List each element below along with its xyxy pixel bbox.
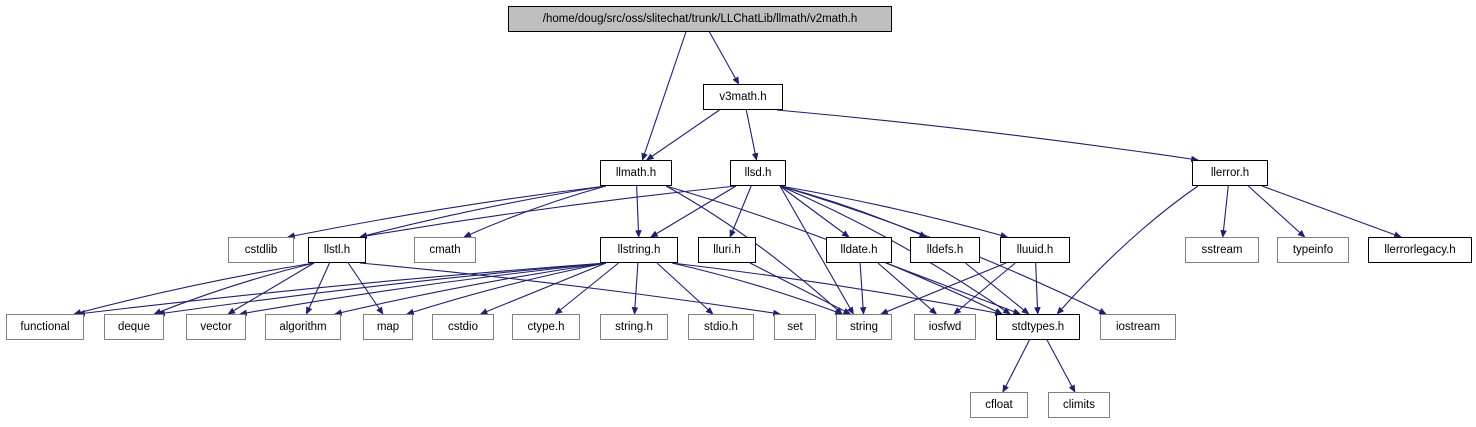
edge-lldefs-to-stdtypes: [965, 263, 1028, 314]
edge-lluuid-to-stdtypes: [1036, 263, 1038, 314]
graph-node-stdioh[interactable]: stdio.h: [688, 314, 754, 340]
edge-llstl-to-functional: [74, 263, 314, 314]
edge-stdtypes-to-climits: [1047, 340, 1075, 392]
edge-llstring-to-stdioh: [657, 263, 713, 314]
graph-node-map[interactable]: map: [363, 314, 413, 340]
graph-node-lldate[interactable]: lldate.h: [826, 237, 892, 263]
graph-node-string[interactable]: string: [836, 314, 892, 340]
edge-llstl-to-map: [348, 263, 383, 314]
edge-lldate-to-iosfwd: [878, 263, 936, 314]
edge-llsd-to-llstring: [651, 186, 736, 237]
graph-node-llmath[interactable]: llmath.h: [600, 160, 672, 186]
graph-node-typeinfo[interactable]: typeinfo: [1277, 237, 1349, 263]
edge-llmath-to-cstdlib: [288, 186, 606, 237]
graph-node-cstdio[interactable]: cstdio: [432, 314, 494, 340]
edge-llsd-to-lldate: [780, 186, 849, 237]
edge-lluuid-to-iosfwd: [954, 263, 1015, 314]
edge-llstring-to-vector: [240, 263, 606, 314]
graph-node-llerror[interactable]: llerror.h: [1192, 160, 1268, 186]
graph-node-root[interactable]: /home/doug/src/oss/slitechat/trunk/LLChatLib/llmath/v2math.h: [508, 6, 892, 32]
graph-node-stdtypes[interactable]: stdtypes.h: [996, 314, 1080, 340]
edge-llmath-to-llstl: [360, 186, 606, 237]
edge-llstl-to-deque: [154, 263, 314, 314]
graph-node-vector[interactable]: vector: [186, 314, 246, 340]
edge-llstring-to-functional: [78, 263, 606, 314]
edge-llstl-to-algorithm: [306, 263, 329, 314]
graph-node-llstl[interactable]: llstl.h: [308, 237, 366, 263]
edge-llstring-to-cstdio: [481, 263, 606, 314]
graph-node-llsd[interactable]: llsd.h: [730, 160, 786, 186]
graph-node-iostream[interactable]: iostream: [1100, 314, 1176, 340]
edge-llstring-to-ctype: [555, 263, 618, 314]
edge-llstring-to-stdtypes: [672, 263, 1002, 314]
edge-llstring-to-map: [407, 263, 606, 314]
edge-lldate-to-string: [860, 263, 863, 314]
edge-llsd-to-llstl: [360, 186, 736, 237]
edge-llerror-to-llerrorlegacy: [1262, 186, 1401, 237]
edge-llmath-to-cmath: [464, 186, 606, 237]
graph-node-lluuid[interactable]: lluuid.h: [1000, 237, 1070, 263]
edge-llstring-to-string: [672, 263, 842, 314]
graph-node-iosfwd[interactable]: iosfwd: [914, 314, 976, 340]
graph-node-stringh[interactable]: string.h: [600, 314, 668, 340]
graph-node-climits[interactable]: climits: [1048, 392, 1110, 418]
graph-node-cmath[interactable]: cmath: [414, 237, 476, 263]
edge-llstring-to-algorithm: [335, 263, 606, 314]
graph-node-algorithm[interactable]: algorithm: [265, 314, 341, 340]
edge-llstl-to-set: [360, 263, 780, 314]
edge-llstl-to-vector: [228, 263, 314, 314]
graph-node-ctype[interactable]: ctype.h: [512, 314, 580, 340]
graph-node-cstdlib[interactable]: cstdlib: [228, 237, 294, 263]
edge-llstring-to-deque: [158, 263, 606, 314]
graph-node-sstream[interactable]: sstream: [1185, 237, 1259, 263]
edge-v3math-to-llsd: [746, 110, 756, 160]
graph-node-llstring[interactable]: llstring.h: [600, 237, 678, 263]
edge-stdtypes-to-cfloat: [1003, 340, 1030, 392]
graph-node-functional[interactable]: functional: [6, 314, 84, 340]
edge-llstring-to-stringh: [635, 263, 638, 314]
edge-llsd-to-lluri: [730, 186, 751, 237]
edge-root-to-v3math: [709, 32, 738, 84]
graph-node-lluri[interactable]: lluri.h: [698, 237, 756, 263]
edge-v3math-to-llmath: [647, 110, 720, 160]
graph-node-deque[interactable]: deque: [104, 314, 164, 340]
graph-node-llerrorlegacy[interactable]: llerrorlegacy.h: [1368, 237, 1472, 263]
edge-llsd-to-lldefs: [780, 186, 926, 237]
graph-node-v3math[interactable]: v3math.h: [703, 84, 783, 110]
edge-lluuid-to-string: [881, 263, 1006, 314]
edge-llerror-to-sstream: [1223, 186, 1228, 237]
graph-node-set[interactable]: set: [774, 314, 816, 340]
edge-llmath-to-llstring: [637, 186, 639, 237]
edge-v3math-to-llerror: [777, 110, 1198, 160]
edge-root-to-llmath: [642, 32, 686, 160]
edge-llerror-to-typeinfo: [1248, 186, 1304, 237]
edge-lldate-to-stdtypes: [886, 263, 1020, 314]
edge-llsd-to-lluuid: [780, 186, 1007, 237]
graph-node-cfloat[interactable]: cfloat: [970, 392, 1028, 418]
graph-node-lldefs[interactable]: lldefs.h: [910, 237, 980, 263]
edge-lluri-to-string: [750, 263, 850, 314]
edge-llerror-to-stdtypes: [1057, 186, 1198, 314]
